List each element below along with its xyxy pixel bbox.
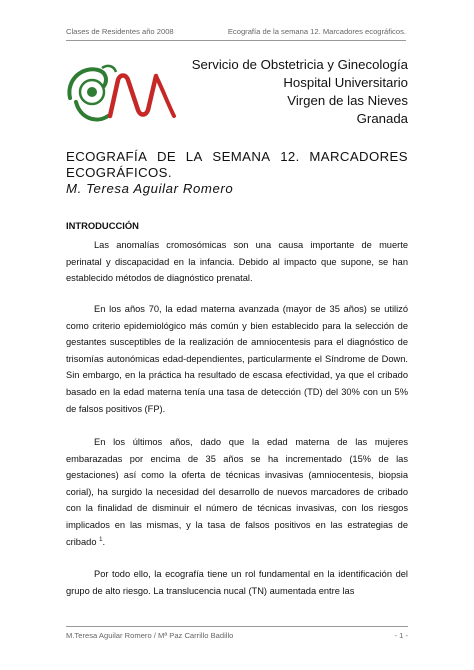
title-line-1: [66, 149, 408, 165]
paragraph-1: [66, 237, 408, 287]
title-word: DE: [156, 149, 177, 164]
document-author: M. Teresa Aguilar Romero: [66, 181, 234, 196]
paragraph-4-text: Por todo ello, la ecografía tiene un rol fundamental en la identificación del grupo de alto riesgo. La translucencia nucal (TN) aumentada entre las: [66, 569, 408, 596]
title-line-2: ECOGRÁFICOS.: [66, 165, 172, 180]
paragraph-2-text: En los años 70, la edad materna avanzada (mayor de 35 años) se utilizó como criterio epidemiológico más común y bien establecido para la selección de gestantes susceptibles de la realización de amniocentesis para el diagnóstico de trisomías autonómicas edad-dependientes, particularmente el Síndrome de Down. Sin embargo, en la práctica ha resultado de escasa efectividad, ya que el cribado basado en la edad materna tenía una tasa de detección (TD) del 30% con un 5% de falsos positivos (FP).: [66, 304, 408, 414]
page-footer: [66, 631, 408, 640]
institution-city: Granada: [356, 111, 408, 126]
paragraph-4: [66, 566, 408, 599]
document-title: [66, 149, 408, 181]
hospital-logo-icon: [62, 58, 178, 130]
paragraph-3-text: En los últimos años, dado que la edad materna de las mujeres embarazadas por encima de 35 años se ha incrementado (15% de las gestaciones) así como la oferta de técnicas invasivas (amniocentesis, biopsia corial), ha surgido la necesidad del desarrollo de nuevos marcadores de cribado con la finalidad de disminuir el número de técnicas invasivas, con los riesgos implicados en las mismas, y la tasa de falsos positivos en las estrategias de cribado: [66, 437, 408, 547]
title-word: MARCADORES: [309, 149, 408, 164]
header-course-label: Clases de Residentes año 2008: [66, 27, 174, 36]
header-divider: [66, 40, 406, 41]
title-word: LA: [185, 149, 203, 164]
header-topic-label: Ecografía de la semana 12. Marcadores ecográficos.: [227, 27, 406, 36]
paragraph-1-text: Las anomalías cromosómicas son una causa importante de muerte perinatal y discapacidad en la infancia. Debido al impacto que supone, se han establecido métodos de diagnóstico prenatal.: [66, 240, 408, 284]
paragraph-3-end: .: [102, 536, 106, 547]
section-heading-introduccion: INTRODUCCIÓN: [66, 220, 139, 231]
institution-block: [192, 56, 408, 128]
footer-divider: [66, 626, 408, 627]
paragraph-3: [66, 434, 408, 550]
title-word: SEMANA: [212, 149, 271, 164]
footer-authors: M.Teresa Aguilar Romero / Mª Paz Carrillo Badillo: [66, 631, 234, 640]
title-word: ECOGRAFÍA: [66, 149, 148, 164]
paragraph-2: [66, 301, 408, 417]
page-number: - 1 -: [394, 631, 408, 640]
institution-hospital: Hospital Universitario: [283, 75, 408, 90]
title-word: 12.: [280, 149, 300, 164]
institution-name: Virgen de las Nieves: [287, 93, 408, 108]
institution-service: Servicio de Obstetricia y Ginecología: [191, 57, 408, 72]
footnote-reference: 1: [99, 536, 103, 543]
